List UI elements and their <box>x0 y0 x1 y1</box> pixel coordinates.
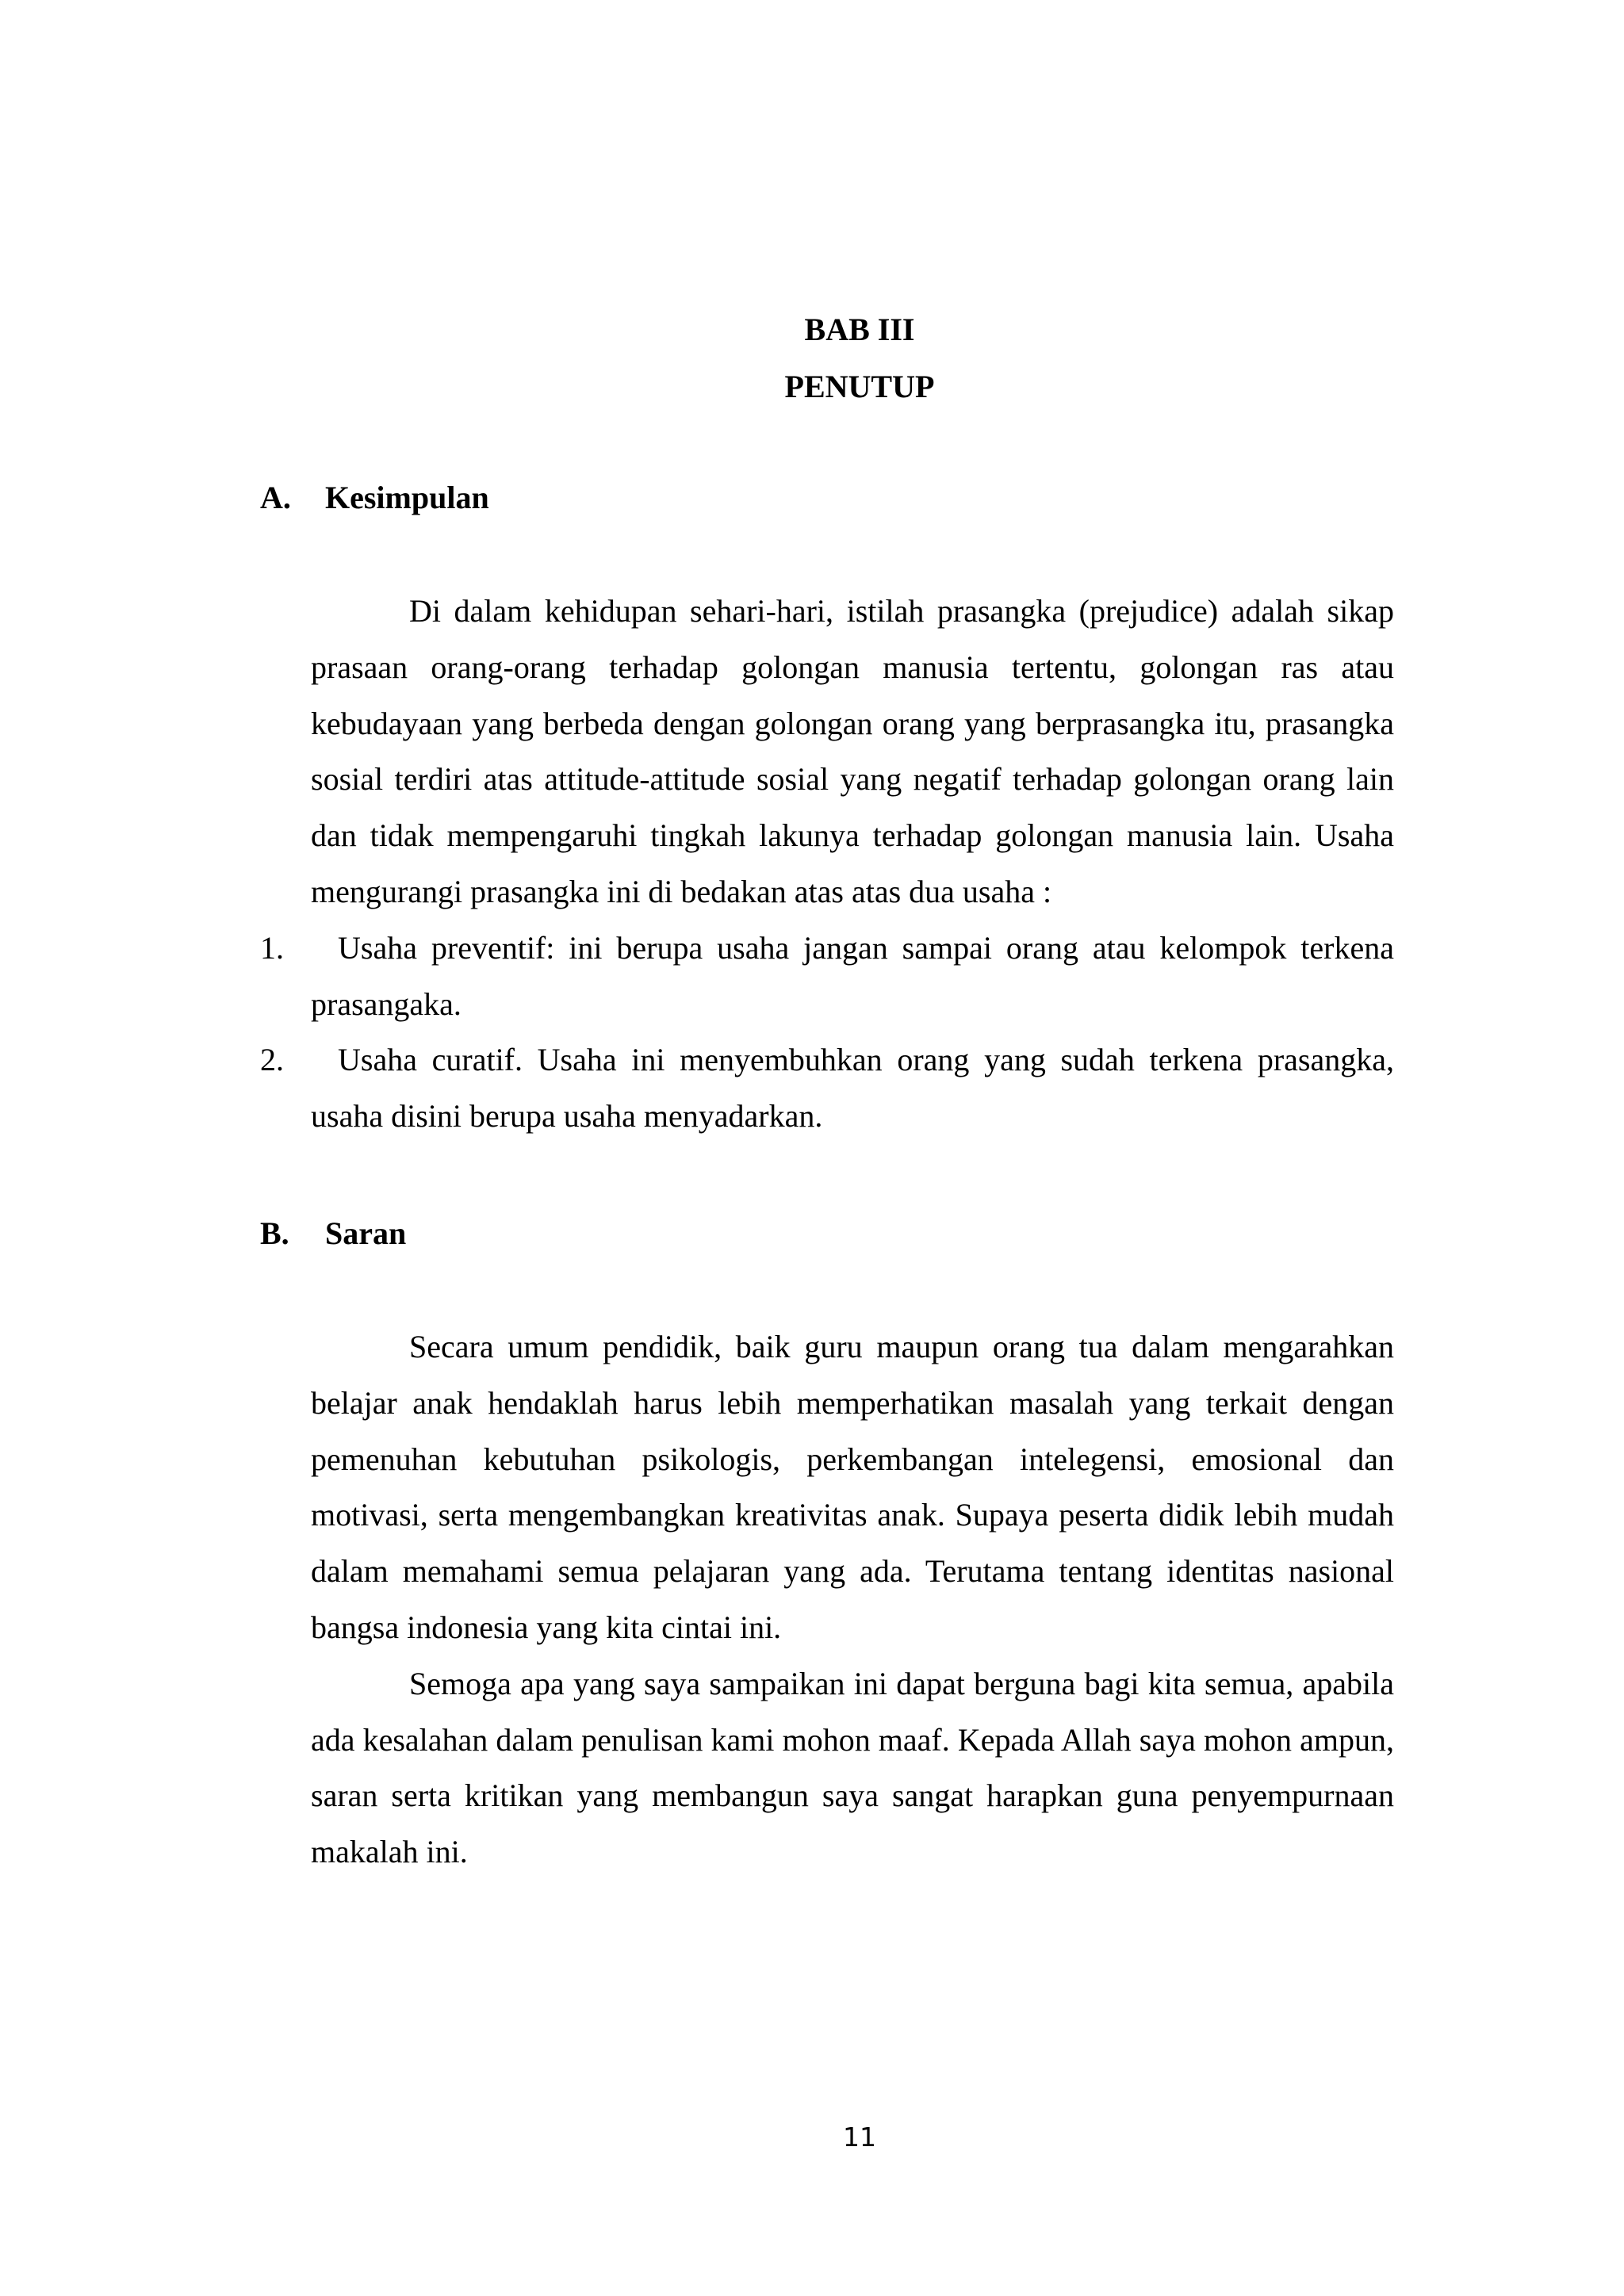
list-item-number: 1. <box>260 929 284 966</box>
list-item-number: 2. <box>260 1042 284 1078</box>
kesimpulan-paragraph: Di dalam kehidupan sehari-hari, istilah prasangka (prejudice) adalah sikap prasaan orang-orang terhadap golongan manusia tertentu, golongan ras atau kebudayaan yang berbeda dengan golongan orang yang berprasangka itu, prasangka sosial terdiri atas attitude-attitude sosial yang negatif terhadap golongan orang lain dan tidak mempengaruhi tingkah lakunya terhadap golongan manusia lain. Usaha mengurangi prasangka ini di bedakan atas atas dua usaha : <box>311 593 1394 909</box>
saran-body <box>311 1319 1394 1881</box>
section-heading-kesimpulan <box>260 479 489 517</box>
list-item <box>260 1032 1394 1145</box>
section-title: Saran <box>325 1215 407 1251</box>
chapter-number: BAB III <box>804 312 915 347</box>
list-item-text: Usaha preventif: ini berupa usaha jangan sampai orang atau kelompok terkena prasangaka. <box>311 929 1394 1022</box>
kesimpulan-body <box>260 584 1394 1145</box>
section-letter: B. <box>260 1215 289 1251</box>
saran-paragraph: Secara umum pendidik, baik guru maupun orang tua dalam mengarahkan belajar anak hendaklah harus lebih memperhatikan masalah yang terkait dengan pemenuhan kebutuhan psikologis, perkembangan intelegensi, emosional dan motivasi, serta mengembangkan kreativitas anak. Supaya peserta didik lebih mudah dalam memahami semua pelajaran yang ada. Terutama tentang identitas nasional bangsa indonesia yang kita cintai ini. <box>311 1329 1394 1645</box>
usaha-list <box>260 920 1394 1145</box>
section-letter: A. <box>260 480 291 515</box>
list-item <box>260 920 1394 1033</box>
saran-paragraph: Semoga apa yang saya sampaikan ini dapat berguna bagi kita semua, apabila ada kesalahan dalam penulisan kami mohon maaf. Kepada Allah saya mohon ampun, saran serta kritikan yang membangun saya sangat harapkan guna penyempurnaan makalah ini. <box>311 1665 1394 1870</box>
list-item-text: Usaha curatif. Usaha ini menyembuhkan orang yang sudah terkena prasangka, usaha disini berupa usaha menyadarkan. <box>311 1042 1394 1135</box>
page-number: 11 <box>843 2122 876 2152</box>
section-title: Kesimpulan <box>325 480 489 515</box>
chapter-title: PENUTUP <box>784 369 935 404</box>
section-heading-saran <box>260 1215 406 1253</box>
